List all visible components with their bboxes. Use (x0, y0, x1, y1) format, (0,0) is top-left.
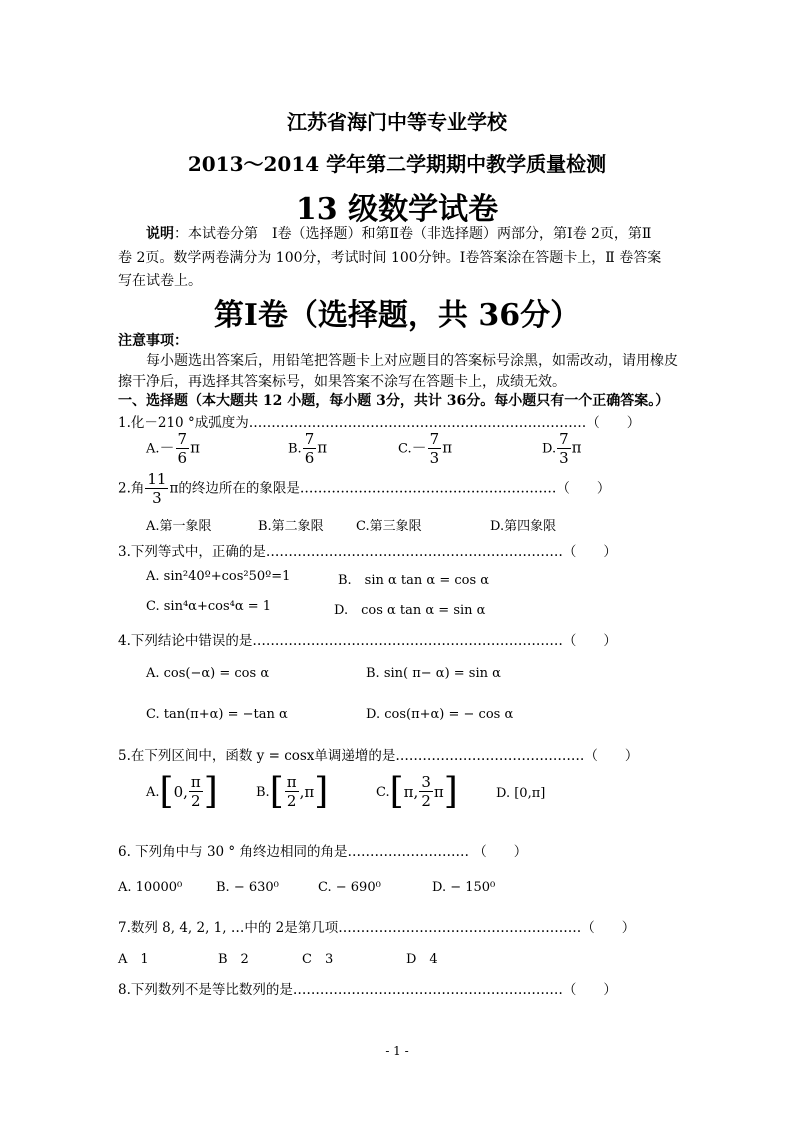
instructions-text1: ：本试卷分第 Ⅰ卷（选择题）和第Ⅱ卷（非选择题）两部分，第Ⅰ卷 2页，第Ⅱ (174, 226, 652, 242)
instructions-line2: 卷 2页。数学两卷满分为 100分，考试时间 100分钟。Ⅰ卷答案涂在答题卡上，Ⅱ 卷答案 (118, 250, 662, 266)
q7-option-a: A 1 (118, 952, 149, 967)
page-number: - 1 - (385, 1044, 409, 1058)
instructions-line1 (146, 223, 651, 243)
section1-heading: 一、选择题（本大题共 12 小题，每小题 3分，共计 36分。每小题只有一个正确答案。） (118, 393, 670, 409)
exam-title: 13 级数学试卷 (295, 192, 499, 227)
q4-option-d: D. cos(π+α) = − cos α (366, 707, 514, 722)
q5-option-a: A. [ 0, $\frac{\pi}{2}$ ] (146, 771, 218, 812)
notes-line2: 擦干净后，再选择其答案标号，如果答案不涂写在答题卡上，成绩无效。 (118, 374, 566, 390)
q6-stem: 6. 下列角中与 30 ° 角终边相同的角是……………………… （ ） (118, 844, 528, 860)
instructions-label: 说明 (146, 226, 174, 242)
q4-stem: 4.下列结论中错误的是……………………………………………………………（ ） (118, 633, 617, 649)
q6-option-c: C. − 690⁰ (318, 880, 381, 895)
q3-option-b: B. sin α tan α = cos α (338, 573, 490, 588)
notes-line1: 每小题选出答案后，用铅笔把答题卡上对应题目的答案标号涂黑，如需改动，请用橡皮 (146, 353, 678, 369)
school-name: 江苏省海门中等专业学校 (287, 110, 507, 134)
q1-option-a: A.－ $\frac{7}{6}$ π (146, 430, 200, 467)
q1-option-d: D. $\frac{7}{3}$ π (542, 430, 582, 467)
q7-option-b: B 2 (218, 952, 249, 967)
q1-option-b: B. $\frac{7}{6}$ π (288, 430, 328, 467)
q1-stem: 1.化－210 °成弧度为…………………………………………………………………（ ） (118, 415, 641, 431)
q2-option-a: A.第一象限 (146, 519, 212, 534)
q4-option-a: A. cos(−α) = cos α (146, 666, 270, 681)
q6-option-b: B. − 630⁰ (216, 880, 279, 895)
q3-option-a: A. sin²40º+cos²50º=1 (146, 569, 291, 584)
term-title: 2013～2014 学年第二学期期中教学质量检测 (187, 152, 607, 176)
q6-option-d: D. − 150⁰ (432, 880, 496, 895)
q5-option-b: B. [ $\frac{\pi}{2}$ ,π ] (256, 771, 329, 812)
notes-heading: 注意事项： (118, 333, 188, 349)
q3-option-c: C. sin⁴α+cos⁴α = 1 (146, 599, 272, 614)
q2-option-b: B.第二象限 (258, 519, 324, 534)
instructions-line3: 写在试卷上。 (118, 273, 202, 289)
q7-stem: 7.数列 8, 4, 2, 1, …中的 2是第几项………………………………………………（ ） (118, 920, 636, 936)
q5-option-d: D. [0,π] (496, 786, 546, 801)
q3-option-d: D. cos α tan α = sin α (334, 603, 486, 618)
q5-stem: 5.在下列区间中，函数 y = cosx单调递增的是……………………………………（ ） (118, 748, 639, 764)
q7-option-c: C 3 (302, 952, 334, 967)
q6-option-a: A. 10000⁰ (118, 880, 183, 895)
q2-option-d: D.第四象限 (490, 519, 557, 534)
q4-option-b: B. sin( π− α) = sin α (366, 666, 501, 681)
q4-option-c: C. tan(π+α) = −tan α (146, 707, 288, 722)
q2-stem: 2.角 $\frac{11}{3}$ π的终边所在的象限是…………………………………………………（ ） (118, 470, 611, 507)
q1-option-c: C.－ $\frac{7}{3}$ π (398, 430, 453, 467)
q7-option-d: D 4 (406, 952, 438, 967)
q8-stem: 8.下列数列不是等比数列的是……………………………………………………（ ） (118, 982, 617, 998)
q2-option-c: C.第三象限 (356, 519, 422, 534)
q5-option-c: C. [ π, $\frac{3}{2}$ π ] (376, 771, 458, 812)
q3-stem: 3.下列等式中，正确的是…………………………………………………………（ ） (118, 544, 617, 560)
part1-title: 第Ⅰ卷（选择题，共 36分） (213, 298, 581, 333)
